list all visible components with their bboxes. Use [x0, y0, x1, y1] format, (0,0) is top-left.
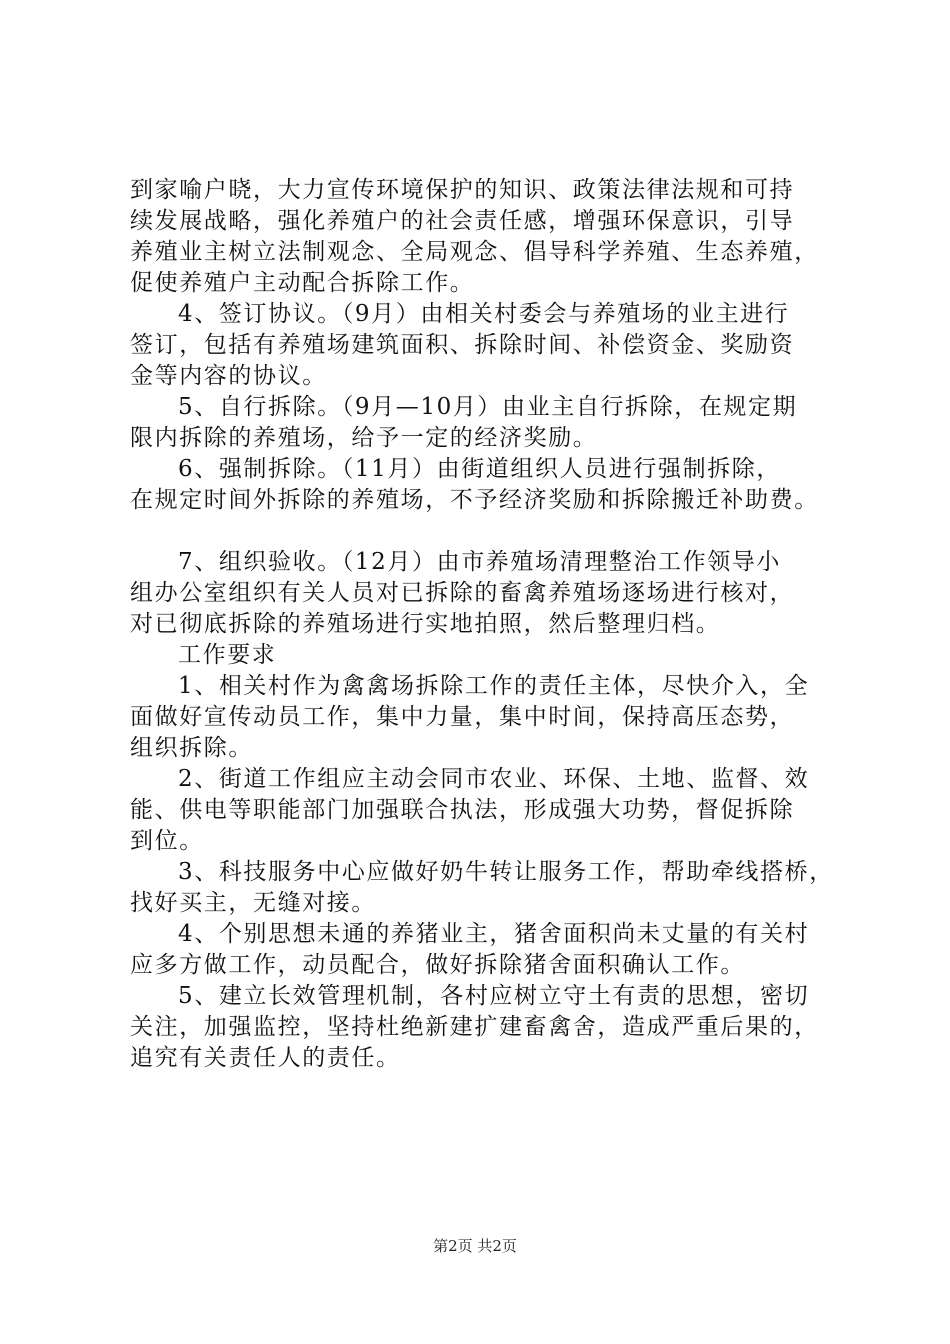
- paragraph-step-7-acceptance: [130, 547, 830, 640]
- page-footer: [0, 1236, 950, 1256]
- text-line: 4、签订协议。（9月）由相关村委会与养殖场的业主进行: [178, 301, 790, 327]
- paragraph-requirement-4: [130, 919, 830, 981]
- paragraph-requirement-3: [130, 857, 834, 919]
- text-line: 5、自行拆除。（9月—10月）由业主自行拆除，在规定期: [178, 394, 798, 420]
- paragraph-requirement-2: [130, 764, 830, 857]
- text-line: 组织拆除。: [130, 735, 253, 761]
- text-line: 应多方做工作，动员配合，做好拆除猪舍面积确认工作。: [130, 952, 745, 978]
- text-line: 4、个别思想未通的养猪业主，猪舍面积尚未丈量的有关村: [178, 921, 810, 947]
- text-line: 7、组织验收。（12月）由市养殖场清理整治工作领导小: [178, 549, 781, 575]
- paragraph-spacer: [130, 516, 830, 547]
- text-line: 养殖业主树立法制观念、全局观念、倡导科学养殖、生态养殖，: [130, 239, 819, 265]
- text-line: 1、相关村作为禽禽场拆除工作的责任主体，尽快介入，全: [178, 673, 810, 699]
- section-heading: 工作要求: [178, 642, 277, 668]
- paragraph-step-5-self-removal: [130, 392, 830, 454]
- text-line: 到家喻户晓，大力宣传环境保护的知识、政策法律法规和可持: [130, 177, 795, 203]
- text-line: 能、供电等职能部门加强联合执法，形成强大功势，督促拆除: [130, 797, 795, 823]
- paragraph-publicity-continued: [130, 175, 830, 299]
- text-line: 续发展战略，强化养殖户的社会责任感，增强环保意识，引导: [130, 208, 795, 234]
- page-number: 第2页 共2页: [433, 1237, 517, 1255]
- text-line: 面做好宣传动员工作，集中力量，集中时间，保持高压态势，: [130, 704, 795, 730]
- text-line: 限内拆除的养殖场，给予一定的经济奖励。: [130, 425, 598, 451]
- text-line: 促使养殖户主动配合拆除工作。: [130, 270, 475, 296]
- document-body: [130, 175, 834, 1074]
- paragraph-requirement-1: [130, 671, 830, 764]
- text-line: 在规定时间外拆除的养殖场，不予经济奖励和拆除搬迁补助费。: [130, 487, 819, 513]
- text-line: 5、建立长效管理机制，各村应树立守土有责的思想，密切: [178, 983, 810, 1009]
- text-line: 金等内容的协议。: [130, 363, 327, 389]
- text-line: 对已彻底拆除的养殖场进行实地拍照，然后整理归档。: [130, 611, 721, 637]
- text-line: 关注，加强监控，坚持杜绝新建扩建畜禽舍，造成严重后果的，: [130, 1014, 819, 1040]
- text-line: 3、科技服务中心应做好奶牛转让服务工作，帮助牵线搭桥，: [178, 859, 834, 885]
- text-line: 找好买主，无缝对接。: [130, 890, 376, 916]
- paragraph-requirement-5: [130, 981, 830, 1074]
- text-line: 6、强制拆除。（11月）由街道组织人员进行强制拆除，: [178, 456, 781, 482]
- text-line: 追究有关责任人的责任。: [130, 1045, 401, 1071]
- paragraph-step-4-sign-agreement: [130, 299, 830, 392]
- text-line: 2、街道工作组应主动会同市农业、环保、土地、监督、效: [178, 766, 810, 792]
- paragraph-step-6-forced-removal: [130, 454, 830, 516]
- section-heading-work-requirements: [130, 640, 830, 671]
- text-line: 组办公室组织有关人员对已拆除的畜禽养殖场逐场进行核对，: [130, 580, 795, 606]
- text-line: 签订，包括有养殖场建筑面积、拆除时间、补偿资金、奖励资: [130, 332, 795, 358]
- text-line: 到位。: [130, 828, 204, 854]
